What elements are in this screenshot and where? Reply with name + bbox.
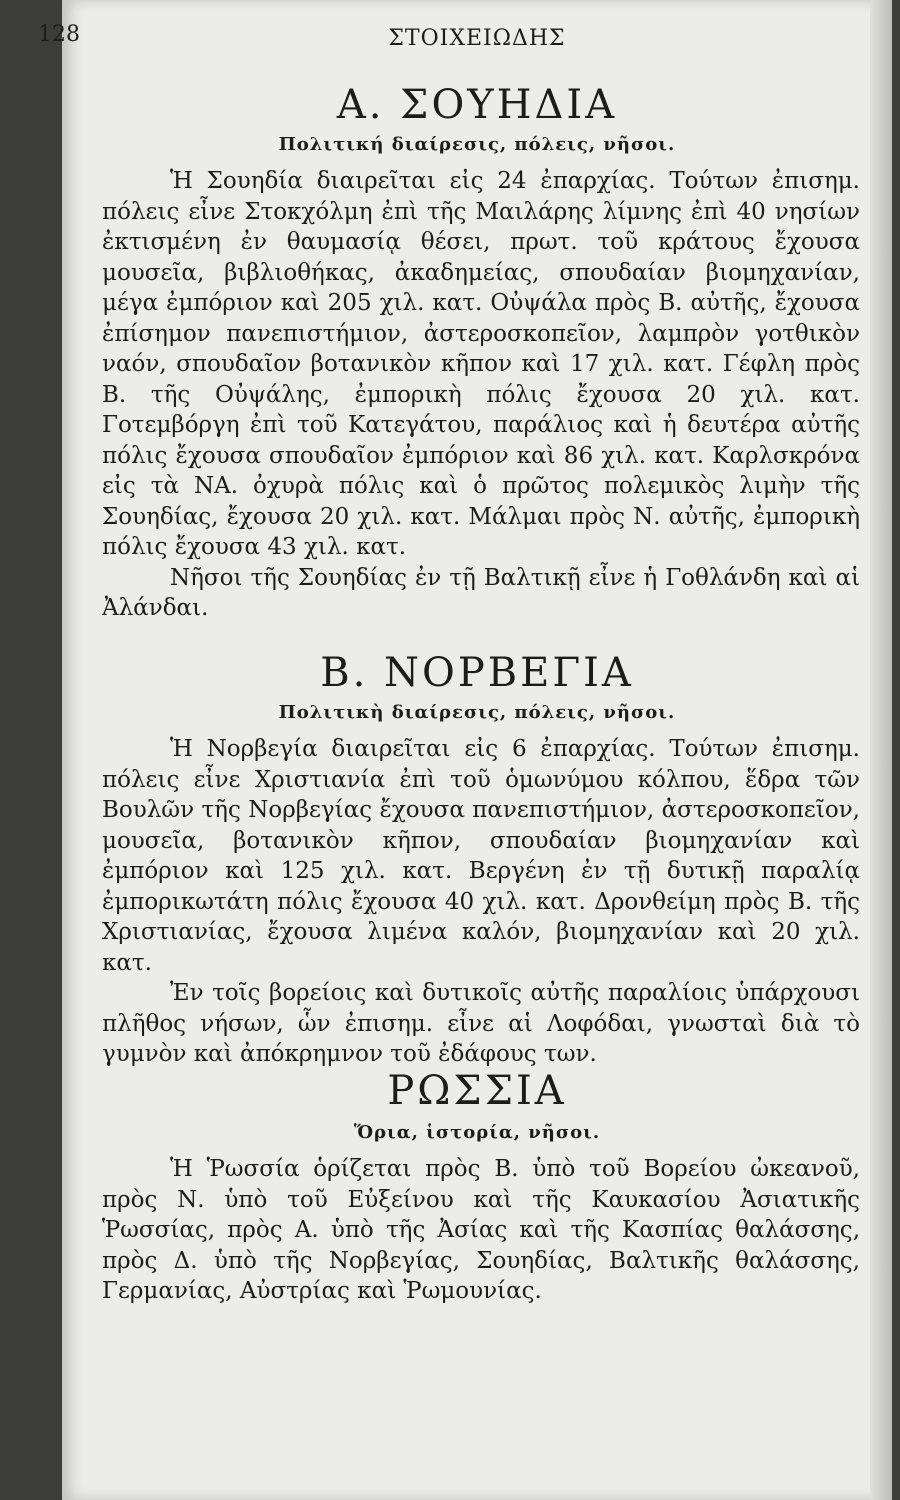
section-subtitle-sweden: Πολιτική διαίρεσις, πόλεις, νῆσοι.: [278, 134, 676, 155]
section-body-norway: [102, 734, 860, 1070]
section-title-sweden: Α. ΣΟΥΗΔΙΑ: [336, 82, 618, 128]
paragraph: Ἡ Ῥωσσία ὁρίζεται πρὸς Β. ὑπὸ τοῦ Βορείου ὠκεανοῦ, πρὸς Ν. ὑπὸ τοῦ Εὐξείνου καὶ τῆς Καυκασίου Ἀσιατικῆς Ῥωσσίας, πρὸς Α. ὑπὸ τῆς Ἀσίας καὶ τῆς Κασπίας θαλάσσης, πρὸς Δ. ὑπὸ τῆς Νορβεγίας, Σουηδίας, Βαλτικῆς θαλάσσης, Γερμανίας, Αὐστρίας καὶ Ῥωμουνίας.: [102, 1156, 860, 1304]
paragraph: Νῆσοι τῆς Σουηδίας ἐν τῇ Βαλτικῇ εἶνε ἡ Γοθλάνδη καὶ αἱ Ἀλάνδαι.: [102, 564, 860, 621]
page-edge: [870, 0, 892, 1500]
page-header: [38, 22, 892, 52]
section-subtitle-norway: Πολιτικὴ διαίρεσις, πόλεις, νῆσοι.: [278, 702, 676, 723]
paragraph: Ἡ Νορβεγία διαιρεῖται εἰς 6 ἐπαρχίας. Τούτων ἐπισημ. πόλεις εἶνε Χριστιανία ἐπὶ τοῦ ὁμωνύμου κόλπου, ἕδρα τῶν Βουλῶν τῆς Νορβεγίας ἔχουσα πανεπιστήμιον, ἀστεροσκοπεῖον, μουσεῖα, βοτανικὸν κῆπον, σπουδαίαν βιομηχανίαν καὶ ἐμπόριον καὶ 125 χιλ. κατ. Βεργένη ἐν τῇ δυτικῇ παραλίᾳ ἐμπορικωτάτη πόλις ἔχουσα 40 χιλ. κατ. Δρονθείμη πρὸς Β. τῆς Χριστιανίας, ἔχουσα λιμένα καλόν, βιομηχανίαν καὶ 20 χιλ. κατ.: [102, 736, 860, 976]
section-body-sweden: [102, 166, 860, 624]
section-title-norway: Β. ΝΟΡΒΕΓΙΑ: [320, 650, 634, 696]
paragraph: Ἡ Σουηδία διαιρεῖται εἰς 24 ἐπαρχίας. Τούτων ἐπισημ. πόλεις εἶνε Στοκχόλμη ἐπὶ τῆς Μαιλάρης λίμνης ἐπὶ 40 νησίων ἐκτισμένη ἐν θαυμασίᾳ θέσει, πρωτ. τοῦ κράτους ἔχουσα μουσεῖα, βιβλιοθήκας, ἀκαδημείας, σπουδαίαν βιομηχανίαν, μέγα ἐμπόριον καὶ 205 χιλ. κατ. Οὐψάλα πρὸς Β. αὐτῆς, ἔχουσα ἐπίσημον πανεπιστήμιον, ἀστεροσκοπεῖον, λαμπρὸν γοτθικὸν ναόν, σπουδαῖον βοτανικὸν κῆπον καὶ 17 χιλ. κατ. Γέφλη πρὸς Β. τῆς Οὐψάλης, ἐμπορικὴ πόλις ἔχουσα 20 χιλ. κατ. Γοτεμβόργη ἐπὶ τοῦ Κατεγάτου, παράλιος καὶ ἡ δευτέρα αὐτῆς πόλις ἔχουσα σπουδαῖον ἐμπόριον καὶ 86 χιλ. κατ. Καρλσκρόνα εἰς τὰ ΝΑ. ὀχυρὰ πόλις καὶ ὁ πρῶτος πολεμικὸς λιμὴν τῆς Σουηδίας, ἔχουσα 20 χιλ. κατ. Μάλμαι πρὸς Ν. αὐτῆς, ἐμπορικὴ πόλις ἔχουσα 43 χιλ. κατ.: [102, 168, 860, 560]
page-number: 128: [38, 22, 80, 47]
running-head: ΣΤΟΙΧΕΙΩΔΗΣ: [388, 26, 566, 51]
paragraph: Ἐν τοῖς βορείοις καὶ δυτικοῖς αὐτῆς παραλίοις ὑπάρχουσι πλῆθος νήσων, ὧν ἐπισημ. εἶνε αἱ Λοφόδαι, γνωσταὶ διὰ τὸ γυμνὸν καὶ ἀπόκρημνον τοῦ ἐδάφους των.: [102, 980, 860, 1067]
section-body-russia: [102, 1154, 860, 1307]
book-page: [38, 0, 892, 1500]
section-subtitle-russia: Ὅρια, ἱστορία, νῆσοι.: [353, 1122, 601, 1143]
section-title-russia: ΡΩΣΣΙΑ: [387, 1068, 567, 1114]
